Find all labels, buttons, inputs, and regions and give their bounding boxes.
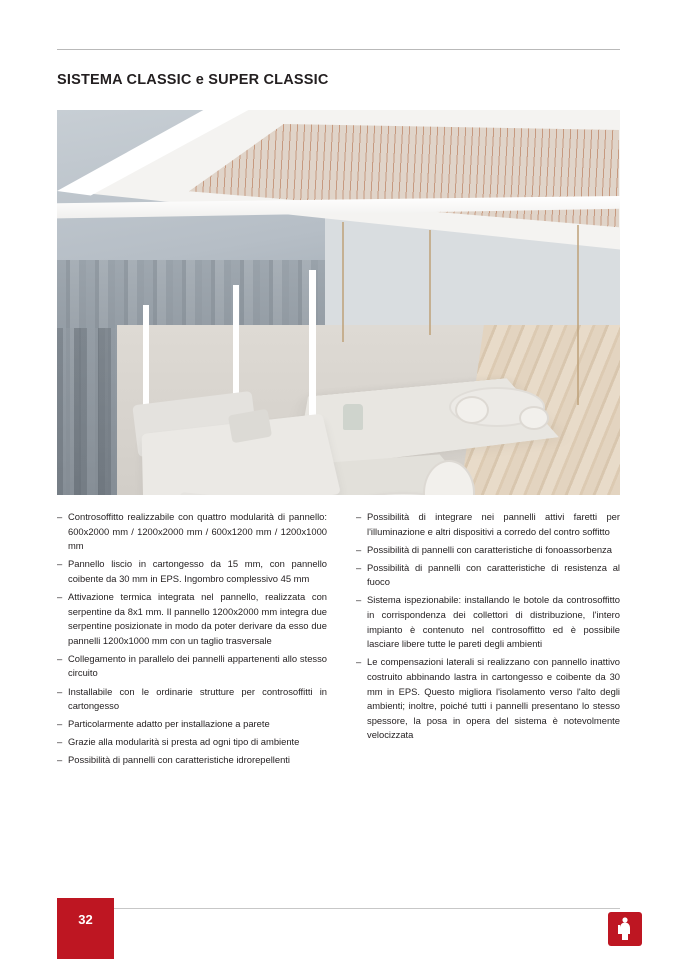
feature-list-right <box>356 510 620 746</box>
bullet-marker: – <box>57 754 63 766</box>
feature-text: Particolarmente adatto per installazione a parete <box>68 718 270 730</box>
feature-text: Possibilità di integrare nei pannelli attivi faretti per l'illuminazione e altri dispositivi a corredo del contro soffitto <box>367 511 620 537</box>
feature-item <box>57 735 327 750</box>
feature-text: Grazie alla modularità si presta ad ogni tipo di ambiente <box>68 736 300 748</box>
feature-item <box>57 652 327 681</box>
feature-item <box>356 510 620 539</box>
feature-text: Possibilità di pannelli con caratteristiche di resistenza al fuoco <box>367 561 620 588</box>
bullet-marker: – <box>57 652 63 664</box>
page-title: SISTEMA CLASSIC e SUPER CLASSIC <box>57 72 329 88</box>
feature-item <box>356 561 620 590</box>
feature-text: Attivazione termica integrata nel pannello, realizzata con serpentine da 8x1 mm. Il pannello 1200x2000 mm integra due serpentine posizionate in modo da poter derivare da esso due pannelli 1200x1000 mm con un taglio trasversale <box>68 590 327 646</box>
feature-text: Sistema ispezionabile: installando le botole da controsoffitto in corrispondenza dei collettori di distribuzione, l'intero impianto è contenuto nel controsoffitto ed è possibile lasciare libere tutte le pareti degli ambienti <box>367 594 620 650</box>
fireman-logo <box>608 912 642 946</box>
feature-item <box>57 685 327 714</box>
bullet-marker: – <box>356 561 362 573</box>
feature-text: Installabile con le ordinarie strutture per controsoffitti in cartongesso <box>68 685 327 712</box>
plant-pot <box>343 404 363 430</box>
bullet-marker: – <box>57 736 63 748</box>
feature-item <box>57 717 327 732</box>
header-divider <box>57 49 620 50</box>
feature-text: Collegamento in parallelo dei pannelli appartenenti allo stesso circuito <box>68 652 327 679</box>
bullet-marker: – <box>57 685 63 697</box>
feature-text: Possibilità di pannelli con caratteristiche idrorepellenti <box>68 754 290 766</box>
bullet-marker: – <box>57 718 63 730</box>
suspension-line <box>577 225 579 405</box>
feature-item <box>57 590 327 648</box>
feature-item <box>356 593 620 651</box>
bullet-marker: – <box>356 543 362 555</box>
suspension-line <box>342 222 344 342</box>
bullet-marker: – <box>356 511 362 522</box>
feature-text: Possibilità di pannelli con caratteristiche di fonoassorbenza <box>367 543 612 555</box>
footer-divider <box>114 908 620 909</box>
bullet-marker: – <box>356 656 362 668</box>
suspension-line <box>429 230 431 335</box>
bullet-marker: – <box>57 558 63 570</box>
chair <box>519 406 549 430</box>
feature-item <box>57 510 327 554</box>
feature-item <box>57 557 327 586</box>
system-illustration <box>57 110 620 495</box>
feature-item <box>57 753 327 768</box>
feature-text: Pannello liscio in cartongesso da 15 mm, con pannello coibente da 30 mm in EPS. Ingombro complessivo 45 mm <box>68 558 327 584</box>
feature-item <box>356 655 620 743</box>
bullet-marker: – <box>57 590 63 602</box>
feature-text: Le compensazioni laterali si realizzano con pannello inattivo costruito abbinando lastra in cartongesso e coibente da 30 mm in EPS. Questo migliora l'isolamento verso l'alto degli ambienti; inoltre, poiché tutti i pannelli presentano lo stesso spessore, la posa in opera del sistema è notevolmente velocizzata <box>367 656 620 741</box>
bullet-marker: – <box>57 511 63 522</box>
feature-text: Controsoffitto realizzabile con quattro modularità di pannello: 600x2000 mm / 1200x2000 mm / 600x1200 mm / 1200x1000 mm <box>68 511 327 552</box>
chair <box>455 396 489 424</box>
page-number: 32 <box>57 898 114 959</box>
bullet-marker: – <box>356 594 362 606</box>
feature-list-left <box>57 510 327 772</box>
feature-item <box>356 543 620 558</box>
